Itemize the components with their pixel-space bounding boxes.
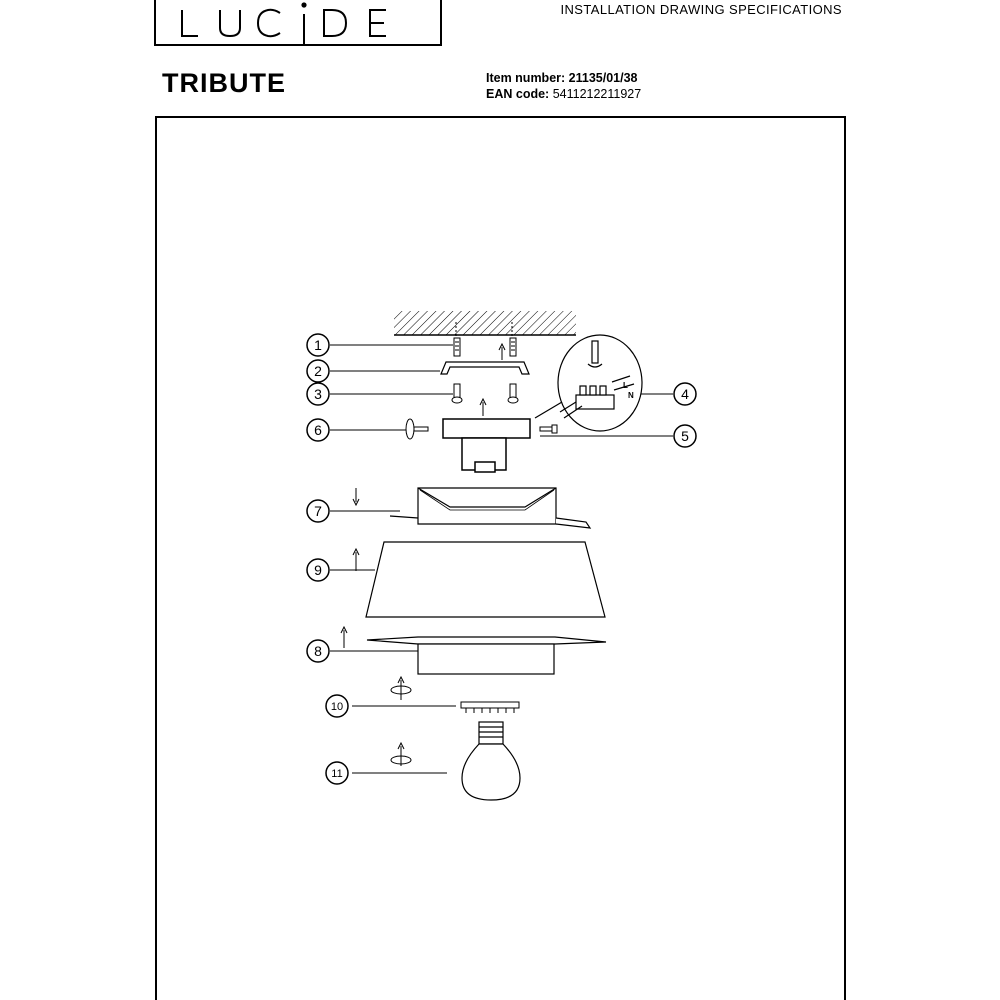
svg-text:11: 11 bbox=[331, 768, 343, 780]
light-bulb bbox=[462, 722, 520, 800]
ceiling bbox=[394, 311, 576, 335]
rotate-arrow-icon bbox=[391, 743, 411, 766]
svg-text:6: 6 bbox=[314, 422, 322, 438]
svg-text:1: 1 bbox=[314, 337, 322, 353]
callout-1 bbox=[307, 334, 329, 356]
knob-screw bbox=[406, 419, 428, 439]
svg-text:7: 7 bbox=[314, 503, 322, 519]
callout-7 bbox=[307, 500, 329, 522]
down-arrow-icon bbox=[353, 488, 359, 505]
rotate-arrow-icon bbox=[391, 677, 411, 700]
callout-6 bbox=[307, 419, 329, 441]
terminal-letter-l: L bbox=[623, 381, 628, 390]
callout-9 bbox=[307, 559, 329, 581]
document-title: INSTALLATION DRAWING SPECIFICATIONS bbox=[560, 2, 842, 17]
item-number-label: Item number: bbox=[486, 71, 566, 85]
up-arrow-icon bbox=[341, 627, 347, 648]
ean-label: EAN code: bbox=[486, 87, 550, 101]
callout-5 bbox=[674, 425, 696, 447]
mounting-bracket bbox=[441, 362, 529, 374]
lower-diffuser bbox=[367, 637, 606, 674]
svg-text:10: 10 bbox=[330, 701, 344, 713]
upper-diffuser bbox=[390, 488, 590, 528]
callout-3 bbox=[307, 383, 329, 405]
up-arrow-icon bbox=[480, 399, 486, 416]
up-arrow-icon bbox=[499, 344, 505, 360]
svg-text:8: 8 bbox=[314, 643, 322, 659]
ceiling-base bbox=[443, 419, 530, 472]
lamp-holder-ring bbox=[461, 702, 519, 713]
base-screw bbox=[540, 425, 557, 433]
item-number-value: 21135/01/38 bbox=[568, 71, 638, 85]
callout-10 bbox=[326, 695, 348, 717]
lamp-shade bbox=[366, 542, 605, 617]
terminal-letter-n: N bbox=[628, 391, 634, 400]
svg-text:9: 9 bbox=[314, 562, 322, 578]
up-arrow-icon bbox=[353, 549, 359, 571]
ean-value: 5411212211927 bbox=[552, 87, 642, 101]
callout-2 bbox=[307, 360, 329, 382]
svg-text:2: 2 bbox=[314, 363, 322, 379]
mounting-screw bbox=[452, 384, 518, 403]
callout-8 bbox=[307, 640, 329, 662]
svg-text:3: 3 bbox=[314, 386, 322, 402]
svg-text:5: 5 bbox=[681, 428, 689, 444]
product-name: TRIBUTE bbox=[162, 68, 286, 98]
callout-4 bbox=[674, 383, 696, 405]
svg-text:4: 4 bbox=[681, 386, 689, 402]
callout-11 bbox=[326, 762, 348, 784]
